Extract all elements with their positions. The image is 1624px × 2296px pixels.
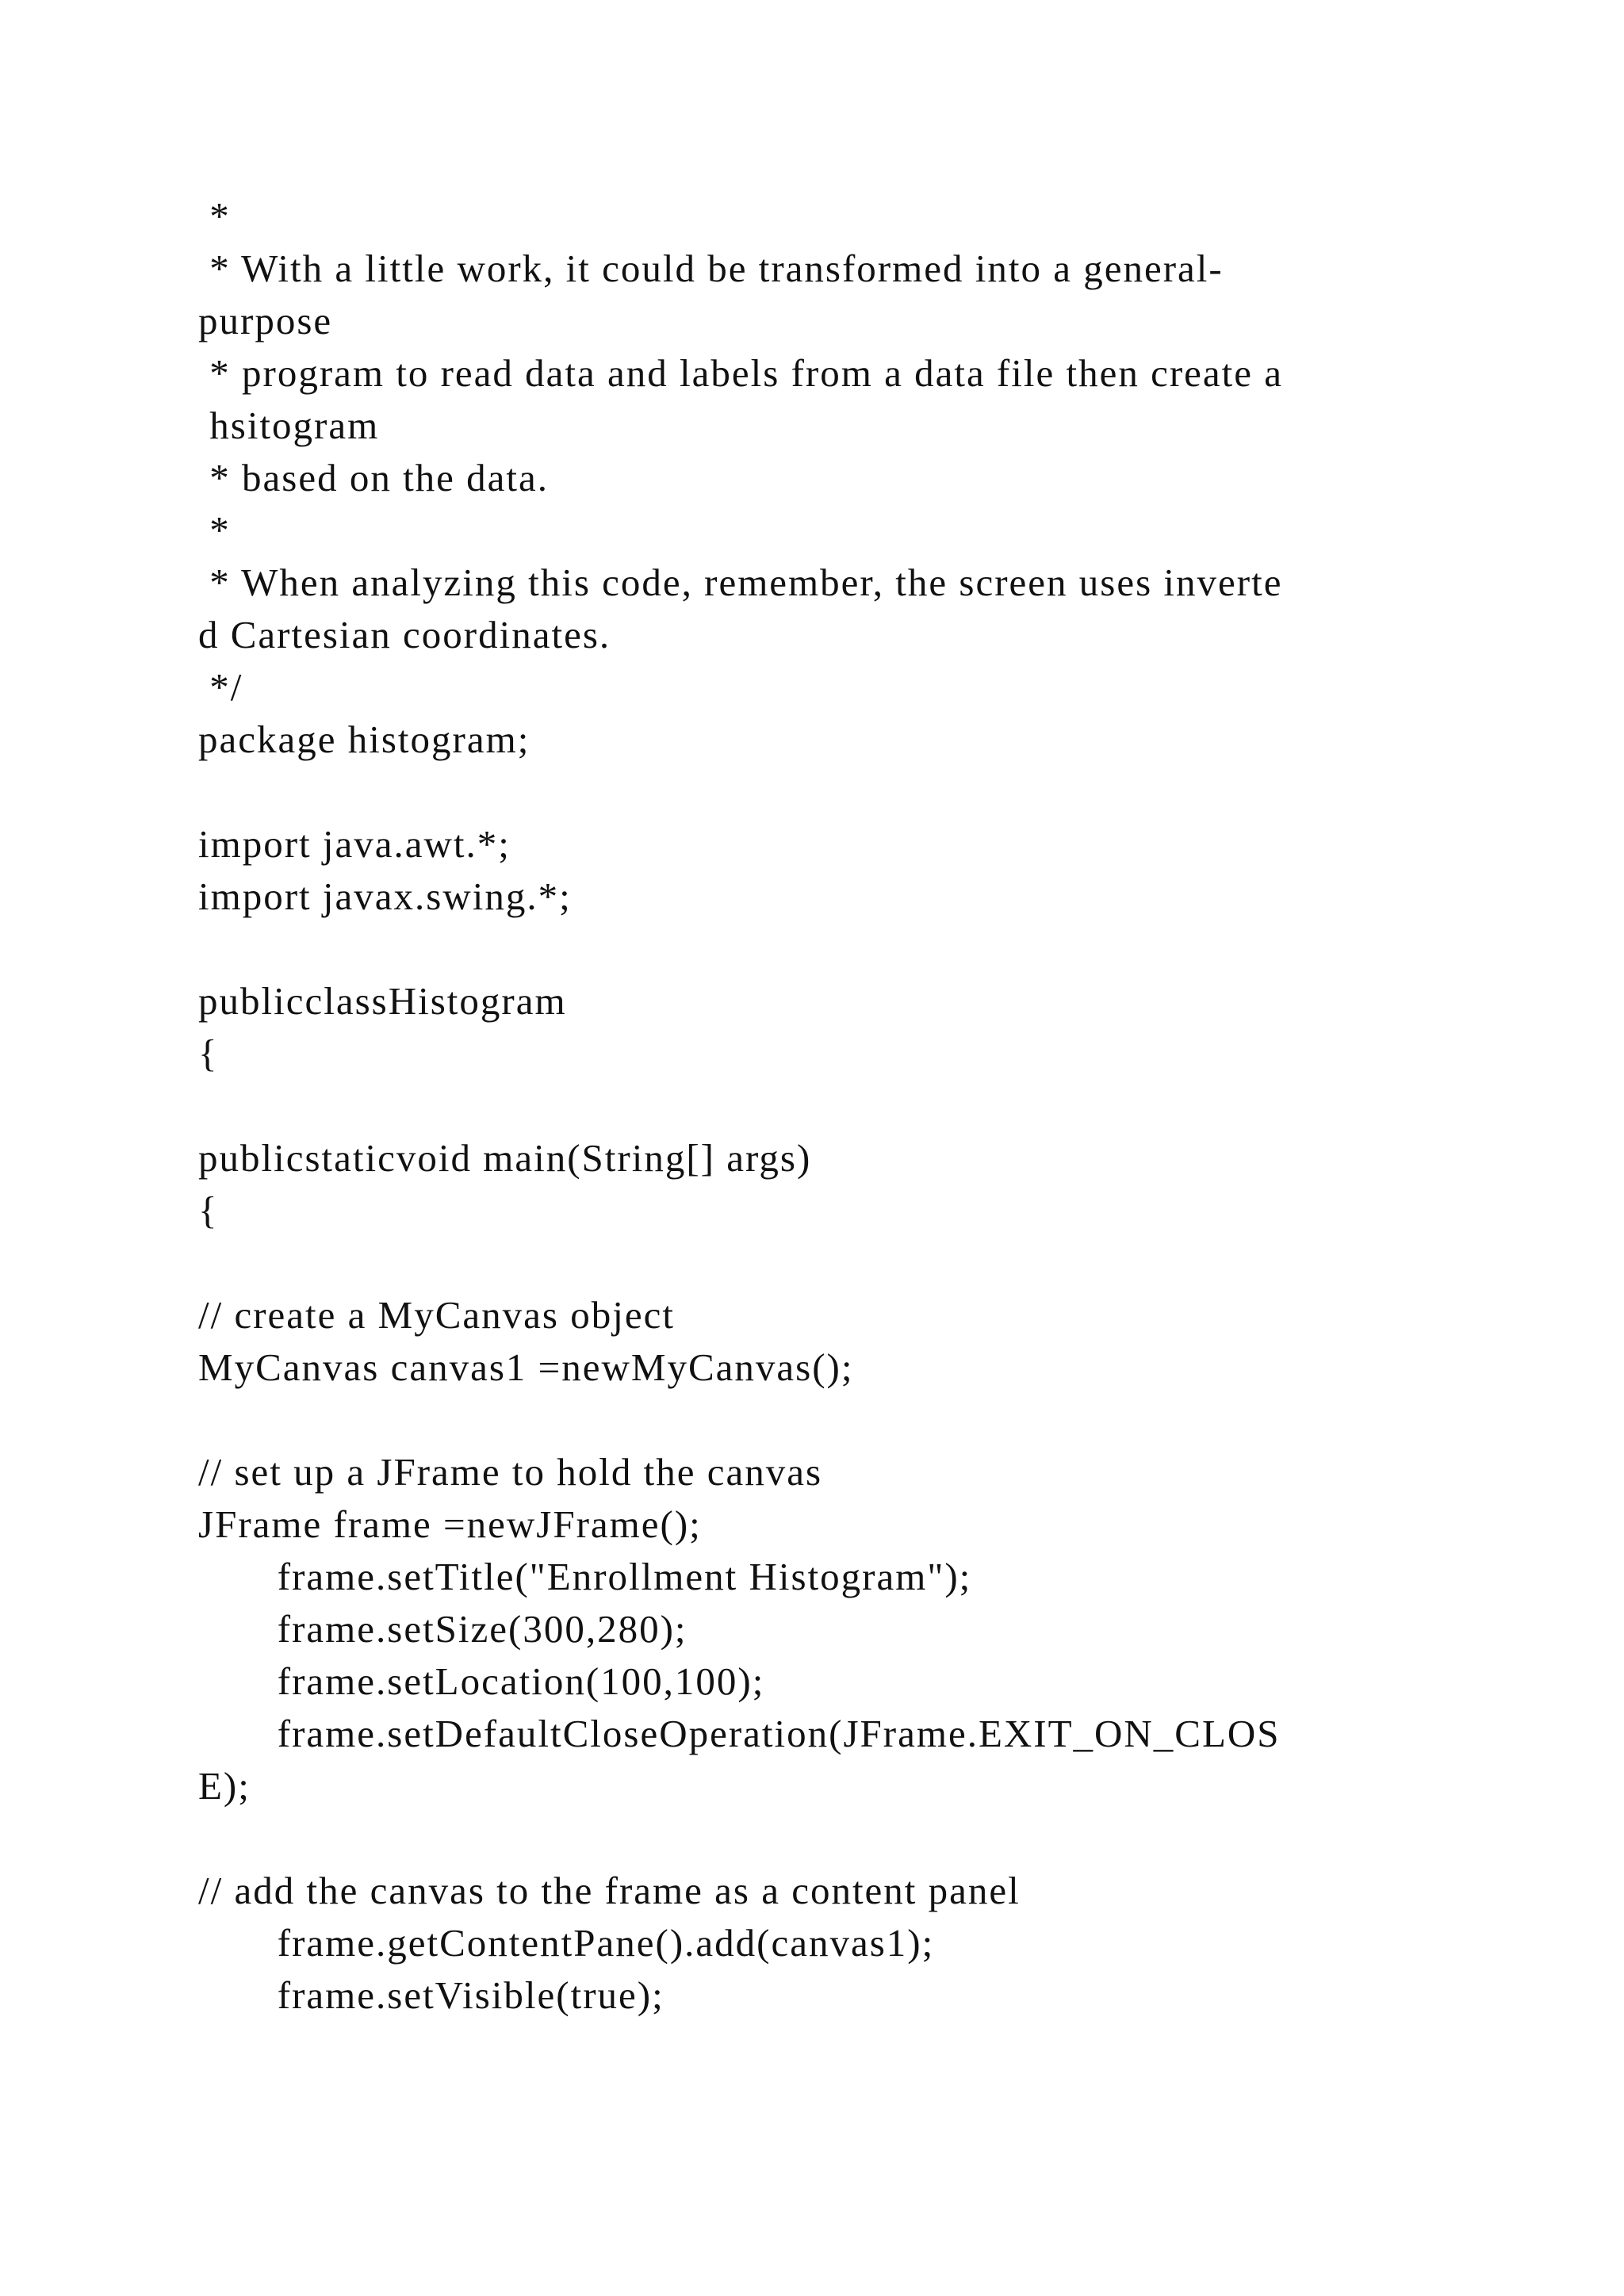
text-line: frame.setVisible(true); [198,1973,665,2017]
text-line: frame.setSize(300,280); [198,1607,688,1651]
text-line: // create a MyCanvas object [198,1293,675,1337]
text-line: hsitogram [198,404,380,447]
text-line: * based on the data. [198,456,550,499]
text-line: { [198,1188,219,1232]
text-line: * program to read data and labels from a data file then create a [198,351,1284,395]
text-line: * [198,194,231,238]
text-line: publicstaticvoid main(String[] args) [198,1136,812,1180]
text-line: JFrame frame =newJFrame(); [198,1502,702,1546]
text-line: { [198,1031,219,1075]
text-line: // set up a JFrame to hold the canvas [198,1450,823,1494]
text-line: d Cartesian coordinates. [198,613,611,656]
text-line: * [198,508,231,552]
text-line: frame.setDefaultCloseOperation(JFrame.EXIT_ON_CLOS [198,1712,1281,1755]
text-line: purpose [198,299,333,342]
text-line: // add the canvas to the frame as a content panel [198,1869,1021,1912]
text-line: */ [198,665,243,709]
text-line: frame.setTitle("Enrollment Histogram"); [198,1555,972,1598]
text-line: import java.awt.*; [198,822,511,866]
text-line: frame.setLocation(100,100); [198,1659,765,1703]
text-line: MyCanvas canvas1 =newMyCanvas(); [198,1345,854,1389]
text-line: frame.getContentPane().add(canvas1); [198,1921,935,1965]
text-line: * With a little work, it could be transformed into a general- [198,247,1224,290]
text-line: package histogram; [198,718,530,761]
text-line: * When analyzing this code, remember, the screen uses inverte [198,561,1283,604]
text-line: import javax.swing.*; [198,874,572,918]
text-line: publicclassHistogram [198,979,567,1023]
text-line: E); [198,1764,251,1808]
